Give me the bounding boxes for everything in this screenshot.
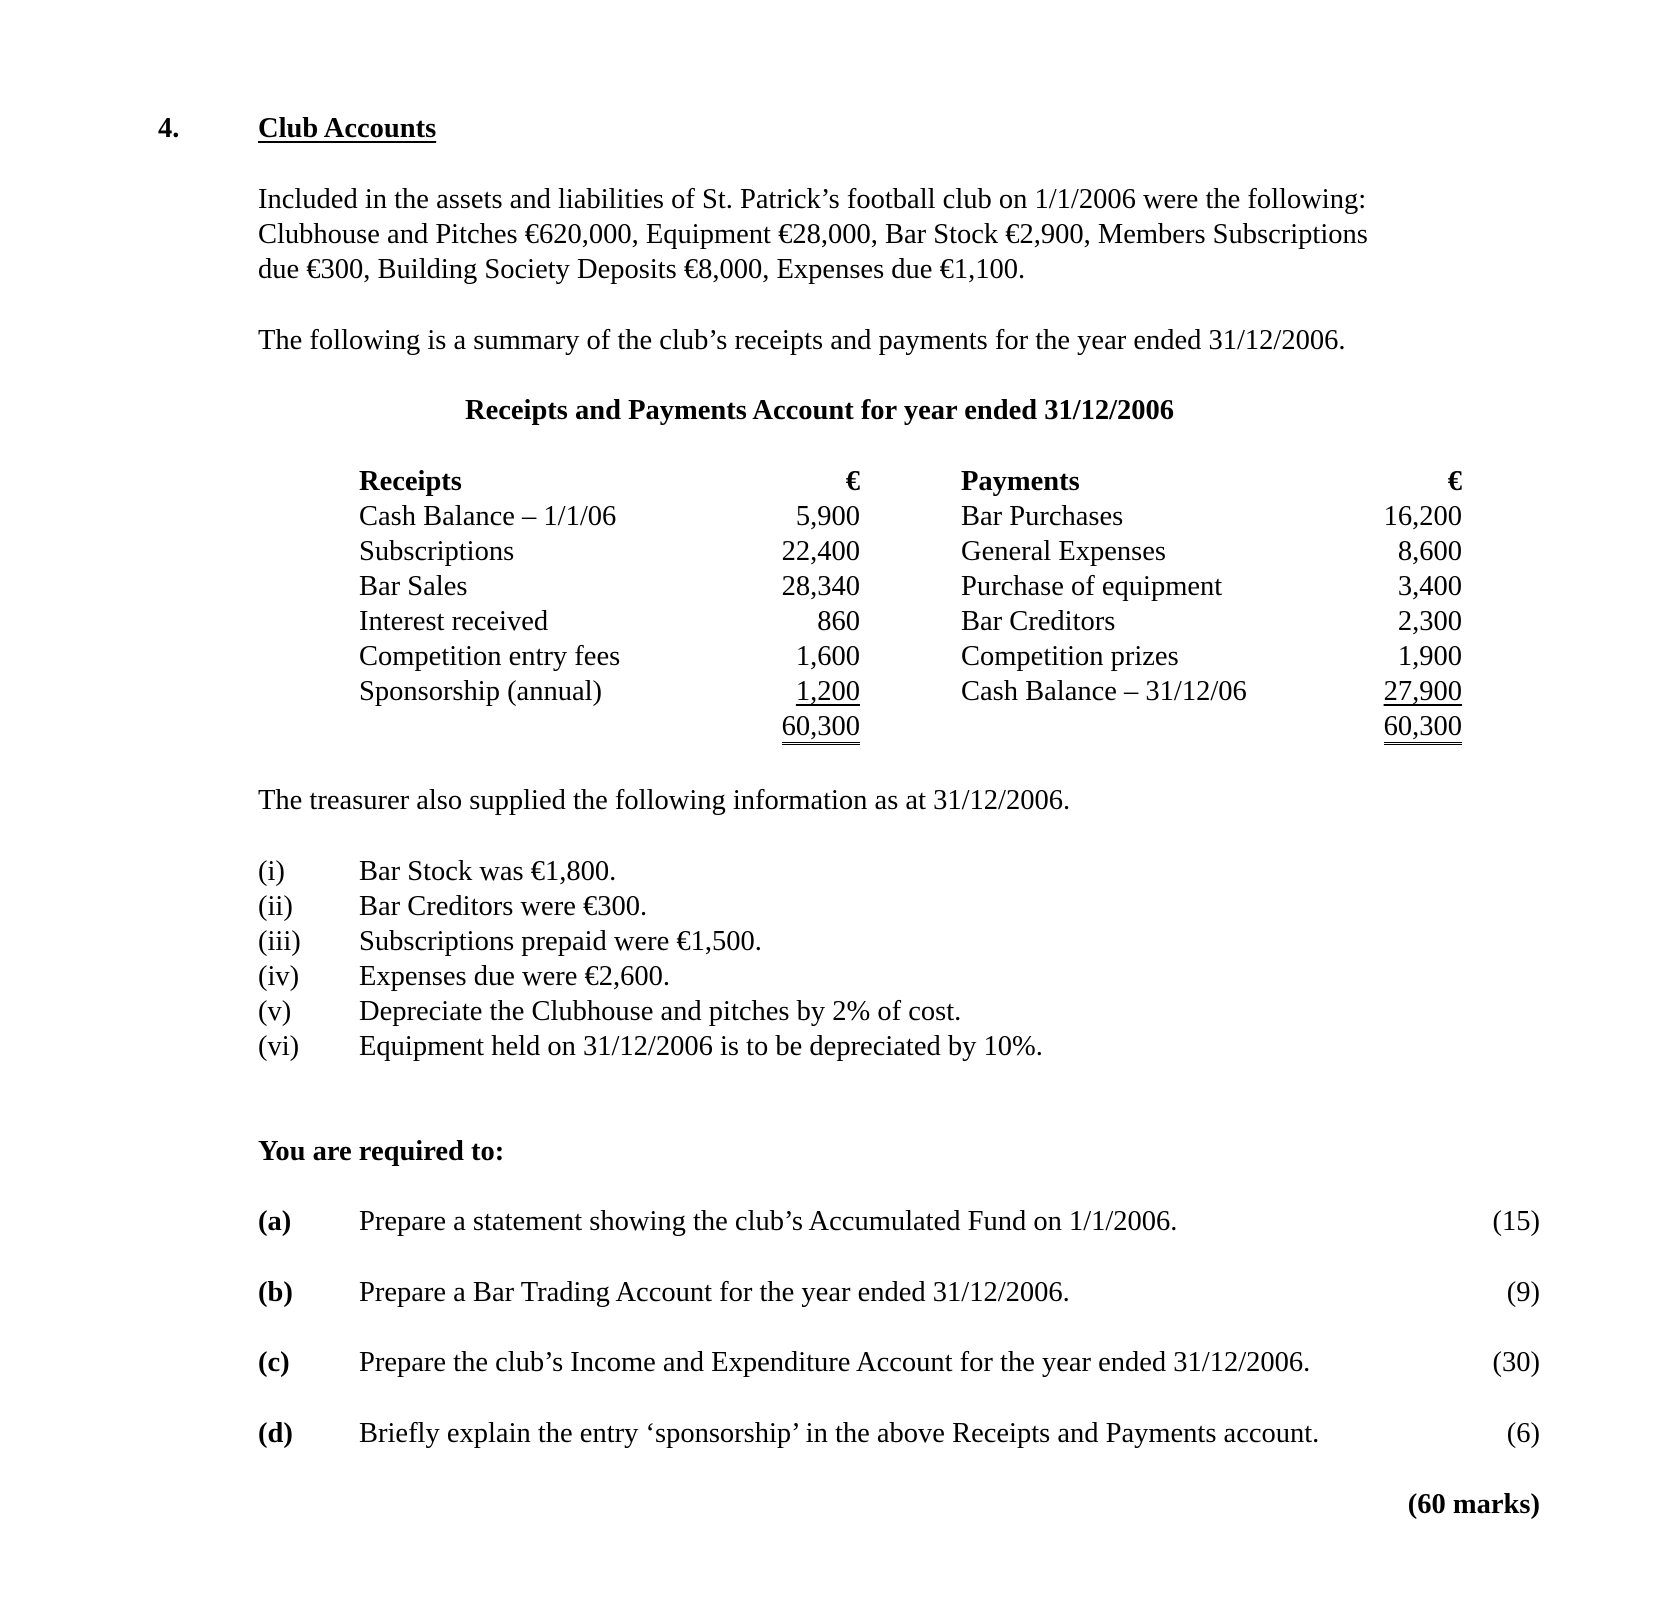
payment-label: Bar Purchases <box>961 501 1124 532</box>
part-marks: (30) <box>1492 1347 1540 1378</box>
receipt-amount: 22,400 <box>781 536 860 567</box>
part-marks: (9) <box>1506 1277 1540 1308</box>
receipt-label: Sponsorship (annual) <box>359 676 603 707</box>
question-title: Club Accounts <box>258 113 437 144</box>
payment-amount: 16,200 <box>1383 501 1462 532</box>
list-item-number: (i) <box>258 856 285 887</box>
payment-amount: 2,300 <box>1397 606 1462 637</box>
payment-amount-cell <box>1322 674 1462 709</box>
intro-line-1: Included in the assets and liabilities of St. Patrick’s football club on 1/1/2006 were the following: <box>258 184 1367 215</box>
receipts-total: 60,300 <box>782 712 860 745</box>
account-title: Receipts and Payments Account for year ended 31/12/2006 <box>465 395 1175 426</box>
list-item-number: (iv) <box>258 961 300 992</box>
receipt-amount: 1,200 <box>795 676 860 707</box>
payments-header: Payments <box>961 466 1080 497</box>
receipt-label: Interest received <box>359 606 549 637</box>
list-item: Equipment held on 31/12/2006 is to be depreciated by 10%. <box>359 1031 1043 1062</box>
payment-label: Bar Creditors <box>961 606 1116 637</box>
question-number: 4. <box>158 113 180 144</box>
payments-total-cell <box>1322 709 1462 745</box>
list-item: Depreciate the Clubhouse and pitches by 2% of cost. <box>359 996 962 1027</box>
part-text: Prepare a statement showing the club’s Accumulated Fund on 1/1/2006. <box>359 1206 1178 1237</box>
payment-amount: 1,900 <box>1397 641 1462 672</box>
part-marks: (15) <box>1492 1206 1540 1237</box>
list-item: Bar Creditors were €300. <box>359 891 648 922</box>
summary-text: The following is a summary of the club’s receipts and payments for the year ended 31/12/2006. <box>258 325 1346 356</box>
receipt-amount-cell <box>720 674 860 709</box>
receipt-label: Cash Balance – 1/1/06 <box>359 501 617 532</box>
part-label: (d) <box>258 1418 293 1449</box>
receipt-amount: 5,900 <box>795 501 860 532</box>
receipt-label: Bar Sales <box>359 571 468 602</box>
list-item-number: (iii) <box>258 926 301 957</box>
list-item-number: (v) <box>258 996 292 1027</box>
part-text: Briefly explain the entry ‘sponsorship’ in the above Receipts and Payments account. <box>359 1418 1320 1449</box>
receipt-label: Subscriptions <box>359 536 515 567</box>
receipt-amount: 28,340 <box>781 571 860 602</box>
part-label: (c) <box>258 1347 290 1378</box>
payment-amount: 27,900 <box>1383 676 1462 707</box>
receipt-label: Competition entry fees <box>359 641 621 672</box>
part-label: (b) <box>258 1277 293 1308</box>
payment-label: Competition prizes <box>961 641 1179 672</box>
payment-label: General Expenses <box>961 536 1166 567</box>
part-marks: (6) <box>1506 1418 1540 1449</box>
receipts-header: Receipts <box>359 466 462 497</box>
receipts-total-cell <box>720 709 860 745</box>
payment-label: Purchase of equipment <box>961 571 1223 602</box>
receipt-amount: 1,600 <box>795 641 860 672</box>
payments-currency-header: € <box>1447 466 1462 497</box>
part-label: (a) <box>258 1206 292 1237</box>
intro-line-3: due €300, Building Society Deposits €8,000, Expenses due €1,100. <box>258 254 1026 285</box>
payment-amount: 8,600 <box>1397 536 1462 567</box>
required-heading: You are required to: <box>258 1136 505 1167</box>
intro-line-2: Clubhouse and Pitches €620,000, Equipment €28,000, Bar Stock €2,900, Members Subscriptions <box>258 219 1368 250</box>
list-item: Expenses due were €2,600. <box>359 961 671 992</box>
receipt-amount: 860 <box>817 606 860 637</box>
list-item-number: (ii) <box>258 891 293 922</box>
part-text: Prepare a Bar Trading Account for the year ended 31/12/2006. <box>359 1277 1070 1308</box>
list-item: Bar Stock was €1,800. <box>359 856 617 887</box>
list-item-number: (vi) <box>258 1031 300 1062</box>
list-item: Subscriptions prepaid were €1,500. <box>359 926 762 957</box>
payment-amount: 3,400 <box>1397 571 1462 602</box>
total-marks: (60 marks) <box>1407 1489 1540 1520</box>
part-text: Prepare the club’s Income and Expenditure Account for the year ended 31/12/2006. <box>359 1347 1311 1378</box>
treasurer-intro: The treasurer also supplied the following information as at 31/12/2006. <box>258 785 1071 816</box>
payments-total: 60,300 <box>1384 712 1462 745</box>
receipts-currency-header: € <box>845 466 860 497</box>
payment-label: Cash Balance – 31/12/06 <box>961 676 1247 707</box>
